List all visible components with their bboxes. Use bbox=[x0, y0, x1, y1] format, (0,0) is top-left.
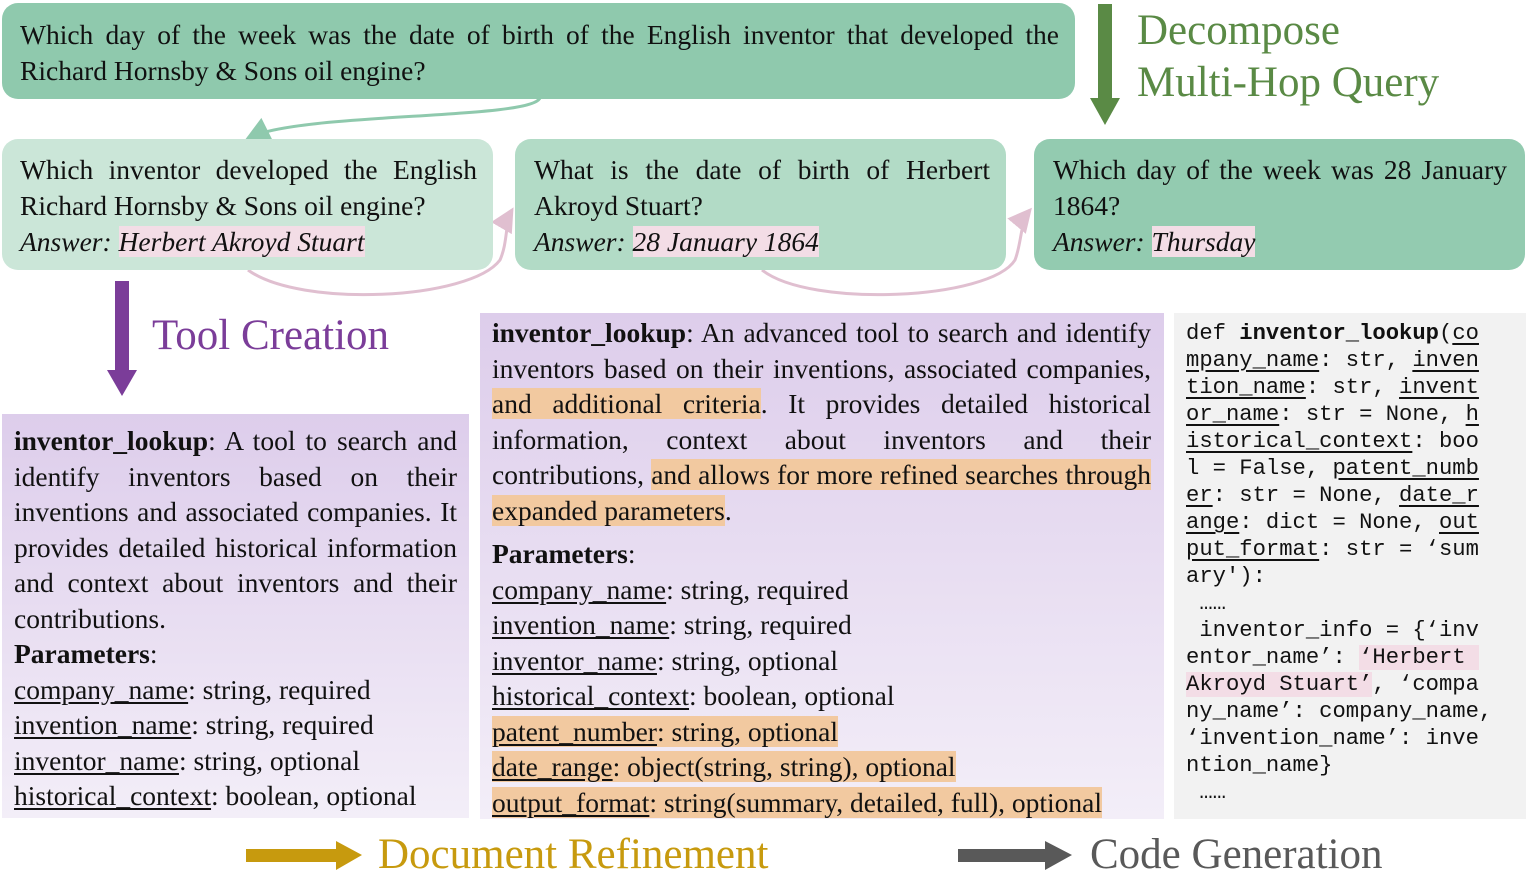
code-line bbox=[1186, 725, 1518, 752]
code-token: tion_name bbox=[1186, 375, 1306, 400]
refined-doc-param-new: output_format: string(summary, detailed, full), optional bbox=[492, 786, 1102, 818]
code-token: , ‘compa bbox=[1372, 672, 1479, 697]
refined-doc-param-new: patent_number: string, optional bbox=[492, 715, 838, 747]
tool-doc-params-list bbox=[14, 672, 457, 814]
code-token: h bbox=[1465, 402, 1479, 427]
code-generation-arrow bbox=[958, 841, 1072, 870]
code-token: inven bbox=[1412, 348, 1479, 373]
code-token: : boo bbox=[1412, 429, 1479, 454]
code-token: date_r bbox=[1399, 483, 1479, 508]
refined-doc-params-heading: Parameters: bbox=[492, 538, 636, 569]
code-token: ( bbox=[1439, 321, 1453, 346]
code-token: ‘Herbert bbox=[1359, 645, 1479, 670]
refined-doc-box bbox=[480, 313, 1164, 819]
code-line bbox=[1186, 779, 1518, 806]
subquery-3-answer-label: Answer: bbox=[1053, 226, 1145, 257]
tool-doc-name: inventor_lookup bbox=[14, 425, 209, 456]
code-token: entor_name’: bbox=[1186, 645, 1360, 670]
document-refinement-label: Document Refinement bbox=[378, 831, 769, 878]
code-line bbox=[1186, 671, 1518, 698]
refined-doc-param: inventor_name: string, optional bbox=[492, 644, 838, 676]
code-token: : str, bbox=[1319, 348, 1413, 373]
decompose-label-line1: Decompose bbox=[1137, 7, 1340, 54]
subquery-1-question: Which inventor developed the English Richard Hornsby & Sons oil engine? bbox=[20, 154, 477, 221]
query-to-subquery1-curve bbox=[248, 98, 540, 138]
tool-doc-param: inventor_name: string, optional bbox=[14, 744, 360, 776]
subquery-2-question: What is the date of birth of Herbert Akroyd Stuart? bbox=[534, 154, 990, 221]
subquery-box-2 bbox=[515, 139, 1006, 270]
code-token: put_format bbox=[1186, 537, 1320, 562]
code-token: ntion_name} bbox=[1186, 753, 1333, 778]
subquery-2-answer-row bbox=[534, 224, 990, 260]
code-line bbox=[1186, 563, 1518, 590]
refined-doc-param: company_name: string, required bbox=[492, 573, 849, 605]
code-token: ange bbox=[1186, 510, 1240, 535]
code-token: inventor_lookup bbox=[1239, 321, 1439, 346]
code-token: patent_numb bbox=[1332, 456, 1479, 481]
tool-creation-label: Tool Creation bbox=[152, 312, 390, 359]
tool-doc-description bbox=[14, 423, 457, 636]
subquery-3-answer-row bbox=[1053, 224, 1507, 260]
code-line bbox=[1186, 482, 1518, 509]
code-line bbox=[1186, 752, 1518, 779]
code-generation-label: Code Generation bbox=[1090, 831, 1383, 878]
code-token: ‘invention_name’: inve bbox=[1186, 726, 1479, 751]
subquery-3-question: Which day of the week was 28 January 1864? bbox=[1053, 154, 1507, 221]
refined-doc-param: invention_name: string, required bbox=[492, 609, 852, 640]
subquery-1-answer: Herbert Akroyd Stuart bbox=[118, 226, 365, 257]
code-token: : str = None, bbox=[1212, 483, 1400, 508]
code-line bbox=[1186, 698, 1518, 725]
tool-doc-param: historical_context: boolean, optional bbox=[14, 780, 417, 811]
subquery-box-3 bbox=[1034, 139, 1525, 270]
code-line bbox=[1186, 455, 1518, 482]
code-token: co bbox=[1452, 321, 1479, 346]
tool-creation-arrow bbox=[107, 281, 137, 396]
code-token: mpany_name bbox=[1186, 348, 1320, 373]
decompose-label bbox=[1137, 8, 1439, 106]
tool-doc-desc-text: : A tool to search and identify inventors based on their inventions and associated companies. It provides detailed historical information and context about inventors and their contributions. bbox=[14, 425, 457, 634]
code-token: Akroyd Stuart’ bbox=[1186, 672, 1373, 697]
refined-doc-param-new: date_range: object(string, string), optional bbox=[492, 751, 956, 782]
refined-doc-param: historical_context: boolean, optional bbox=[492, 680, 895, 711]
code-line bbox=[1186, 374, 1518, 401]
code-token: or_name bbox=[1186, 402, 1280, 427]
code-token: def bbox=[1186, 321, 1240, 346]
code-box bbox=[1174, 313, 1526, 819]
code-token: invent bbox=[1399, 375, 1479, 400]
code-line bbox=[1186, 347, 1518, 374]
code-token: ny_name’: company_name, bbox=[1186, 699, 1493, 724]
code-token: istorical_context bbox=[1186, 429, 1413, 454]
tool-doc-param: company_name: string, required bbox=[14, 673, 371, 705]
code-token: : str, bbox=[1305, 375, 1400, 400]
tool-doc-param: invention_name: string, required bbox=[14, 709, 374, 740]
code-token: out bbox=[1439, 510, 1479, 535]
code-line bbox=[1186, 509, 1518, 536]
main-query-box bbox=[2, 3, 1075, 99]
decompose-label-line2: Multi-Hop Query bbox=[1137, 59, 1440, 106]
code-token: ary'): bbox=[1186, 564, 1266, 589]
subquery-1-answer-label: Answer: bbox=[20, 226, 112, 257]
refined-doc-highlight-2: and allows for more refined searches through expanded parameters bbox=[492, 459, 1151, 526]
code-token: : str = ‘sum bbox=[1319, 537, 1479, 562]
code-line bbox=[1186, 428, 1518, 455]
tool-doc-box bbox=[2, 414, 469, 818]
refined-doc-params-list bbox=[492, 572, 1151, 821]
code-line bbox=[1186, 617, 1518, 644]
subquery-2-answer: 28 January 1864 bbox=[632, 226, 819, 257]
code-line bbox=[1186, 320, 1518, 347]
code-token: : dict = None, bbox=[1239, 510, 1439, 535]
subquery-3-answer: Thursday bbox=[1151, 226, 1256, 257]
code-block bbox=[1186, 320, 1518, 806]
tool-doc-params-heading: Parameters: bbox=[14, 638, 158, 669]
refined-doc-highlight-1: and additional criteria bbox=[492, 388, 761, 419]
code-line bbox=[1186, 644, 1518, 671]
main-query-text: Which day of the week was the date of birth of the English inventor that developed the Richard Hornsby & Sons oil engine? bbox=[20, 19, 1059, 86]
code-token: er bbox=[1186, 483, 1213, 508]
subquery-2-answer-label: Answer: bbox=[534, 226, 626, 257]
refined-doc-description: inventor_lookup: An advanced tool to search and identify inventors based on their inventions, associated companies, and additional criteria. It provides detailed historical information, context about inventors and their contributions, and allows for more refined searches through expanded parameters. bbox=[492, 317, 1151, 526]
code-token: l = False, bbox=[1186, 456, 1333, 481]
subquery-box-1 bbox=[2, 139, 493, 270]
code-token: inventor_info = {‘inv bbox=[1186, 618, 1479, 643]
code-token: : str = None, bbox=[1279, 402, 1466, 427]
document-refinement-arrow bbox=[246, 841, 362, 870]
code-line bbox=[1186, 590, 1518, 617]
code-token: …… bbox=[1186, 591, 1226, 616]
refined-doc-name: inventor_lookup bbox=[492, 317, 687, 348]
code-token: …… bbox=[1186, 780, 1226, 805]
decompose-arrow bbox=[1090, 4, 1120, 125]
code-line bbox=[1186, 536, 1518, 563]
subquery-1-answer-row bbox=[20, 224, 477, 260]
code-line bbox=[1186, 401, 1518, 428]
